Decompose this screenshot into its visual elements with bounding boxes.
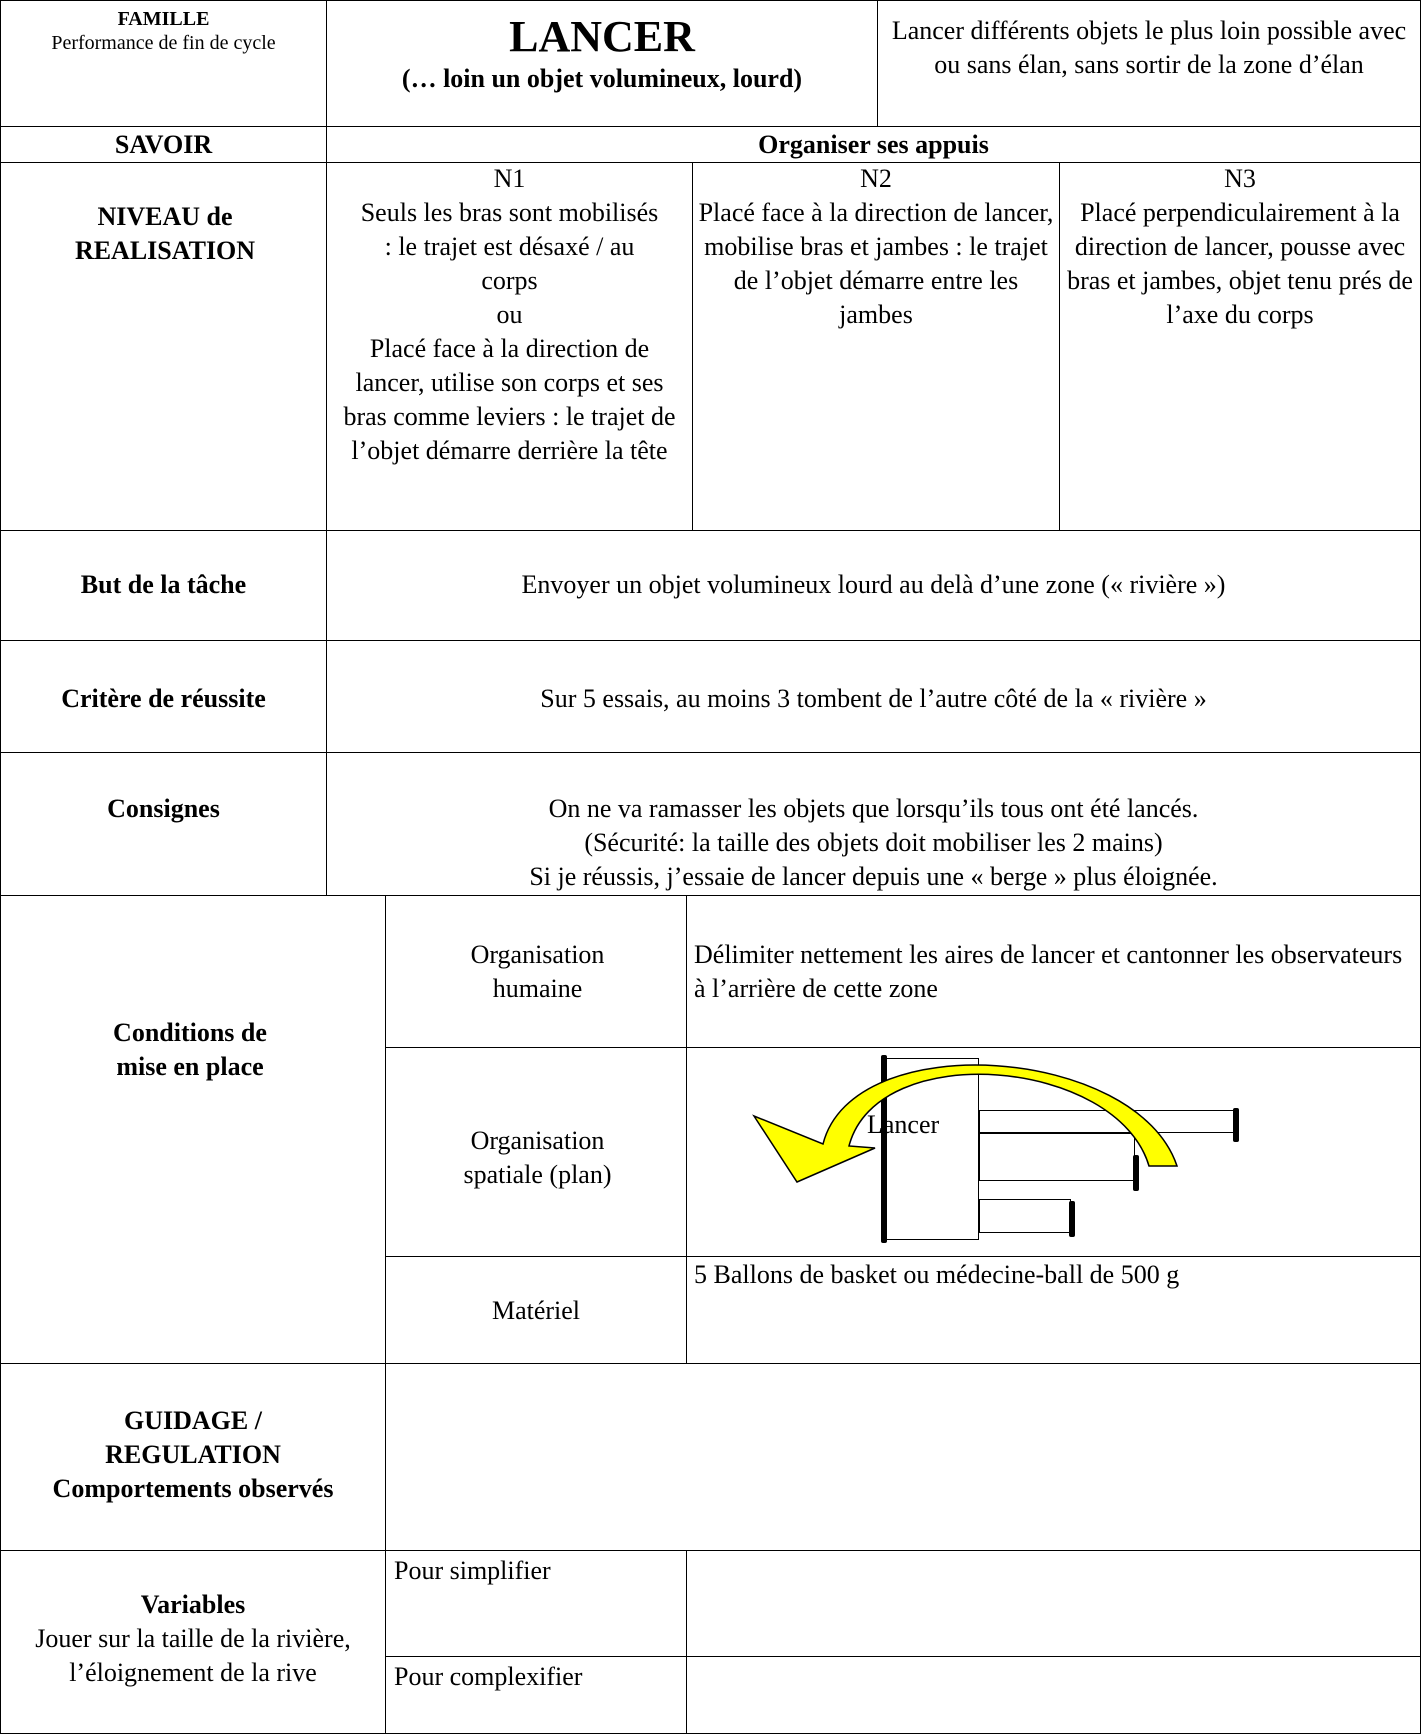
variables-label: Variables [140,1590,246,1619]
page-subtitle: (… loin un objet volumineux, lourd) [401,64,803,93]
level-n2 [693,162,1059,332]
level-n1 [327,162,692,468]
level-text: Seuls les bras sont mobilisés : le trajet est désaxé / au corps [360,198,659,295]
savoir-value: Organiser ses appuis [758,130,989,159]
savoir-label: SAVOIR [114,130,213,159]
level-text: Placé face à la direction de lancer, mobilise bras et jambes : le trajet de l’objet démarre entre les jambes [698,198,1054,329]
consignes-text [327,792,1420,894]
but-value: Envoyer un objet volumineux lourd au delà d’une zone (« rivière ») [521,570,1226,599]
level-text: Placé perpendiculairement à la direction de lancer, pousse avec bras et jambes, objet tenu prés de l’axe du corps [1067,198,1413,329]
header-description: Lancer différents objets le plus loin possible avec ou sans élan, sans sortir de la zone d’élan [891,16,1407,79]
level-code: N2 [860,164,892,193]
materiel-label: Matériel [491,1296,581,1325]
organisation-spatiale-label: Organisation spatiale (plan) [463,1126,612,1189]
throw-arrow-icon [687,1048,1420,1256]
conditions-label: Conditions de mise en place [113,1018,267,1081]
level-text-alt: Placé face à la direction de lancer, utilise son corps et ses bras comme leviers : le trajet de l’objet démarre derrière la tête [343,334,676,465]
famille-cell [1,8,326,56]
pour-simplifier-label: Pour simplifier [394,1556,551,1585]
critere-label: Critère de réussite [61,684,266,713]
consigne-line: On ne va ramasser les objets que lorsqu’ils tous ont été lancés. [548,794,1199,823]
famille-subtitle: Performance de fin de cycle [51,32,276,54]
famille-label: FAMILLE [117,8,210,30]
organisation-humaine-label: Organisation humaine [470,940,605,1003]
plan-label: Lancer [867,1110,940,1139]
title-cell [327,12,877,96]
level-code: N3 [1224,164,1256,193]
consignes-label: Consignes [107,794,220,823]
consigne-line: (Sécurité: la taille des objets doit mobiliser les 2 mains) [584,828,1163,857]
pour-complexifier-label: Pour complexifier [394,1662,583,1691]
field-plan [687,1048,1420,1256]
level-code: N1 [493,164,526,193]
variables-cell [1,1588,385,1690]
level-n3 [1060,162,1420,332]
level-or: ou [496,300,523,329]
critere-value: Sur 5 essais, au moins 3 tombent de l’autre côté de la « rivière » [540,684,1207,713]
guidage-label: GUIDAGE / REGULATION Comportements observés [52,1406,334,1503]
consigne-line: Si je réussis, j’essaie de lancer depuis une « berge » plus éloignée. [529,862,1218,891]
materiel-value: 5 Ballons de basket ou médecine-ball de 500 g [694,1260,1180,1289]
but-label: But de la tâche [80,570,247,599]
page-title: LANCER [509,12,695,61]
organisation-humaine-value: Délimiter nettement les aires de lancer et cantonner les observateurs à l’arrière de cette zone [694,940,1403,1003]
variables-sub: Jouer sur la taille de la rivière, l’éloignement de la rive [35,1624,351,1687]
niveau-label: NIVEAU de REALISATION [74,202,256,265]
